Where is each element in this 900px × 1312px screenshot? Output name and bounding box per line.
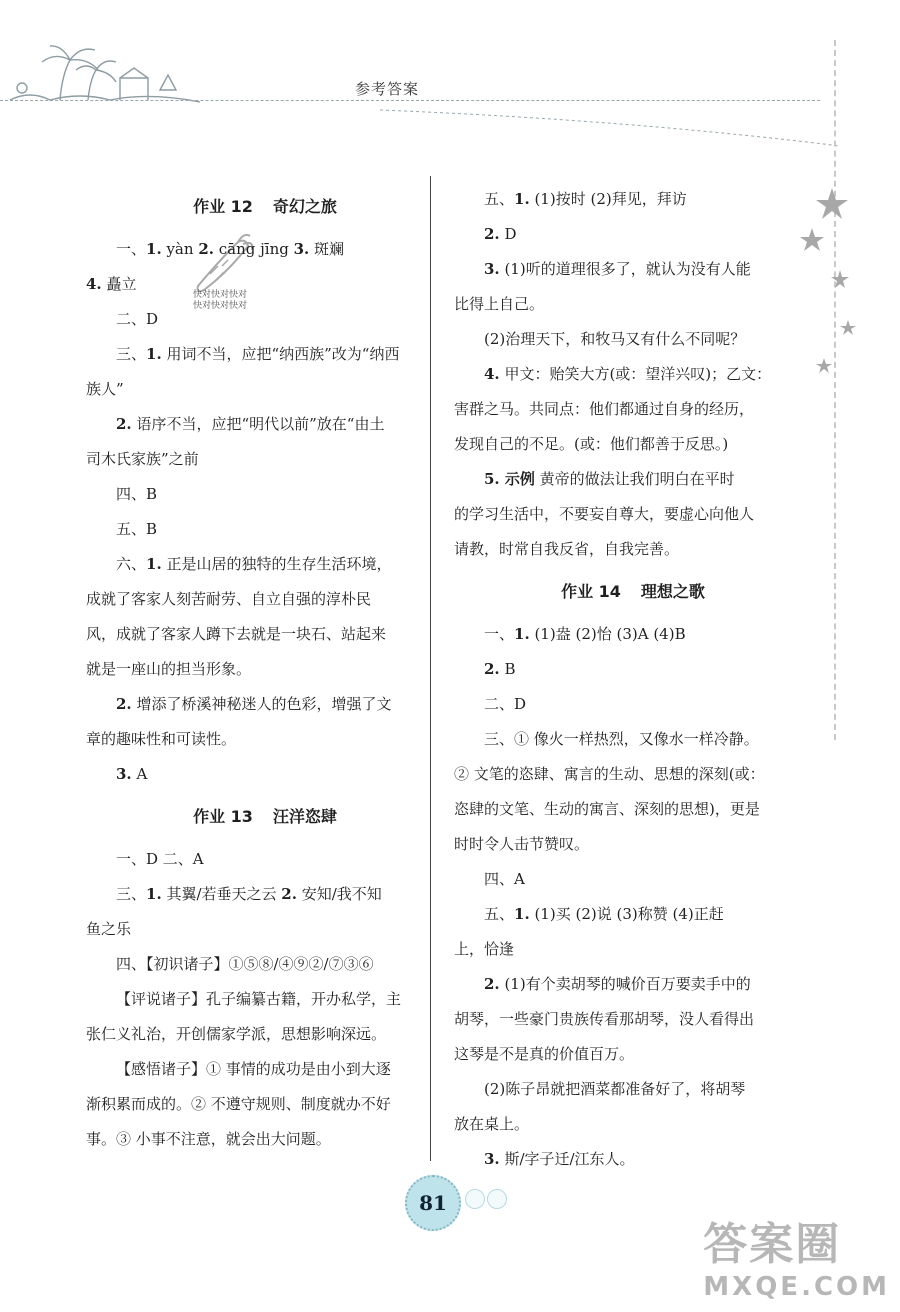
answer-line: 2. 语序不当，应把“明代以前”放在“由土 — [116, 415, 385, 433]
answer-line: 族人” — [86, 380, 124, 398]
section-title — [454, 570, 812, 614]
decorative-circle-icon — [487, 1189, 507, 1209]
section-title — [86, 185, 444, 229]
answer-line: 胡琴，一些豪门贵族传看那胡琴，没人看得出 — [454, 1010, 755, 1028]
watermark — [703, 1208, 890, 1302]
watermark-en: MXQE.COM — [703, 1272, 890, 1302]
star-icon — [840, 320, 856, 335]
answer-line: 2. B — [484, 660, 516, 678]
section-name: 奇幻之旅 — [272, 197, 337, 216]
star-icon — [816, 358, 832, 373]
header-curve-line — [380, 108, 840, 148]
answer-line: 五、B — [116, 520, 158, 538]
section-title — [86, 795, 444, 839]
answer-line: 3. (1)听的道理很多了，就认为没有人能 — [484, 260, 751, 278]
stamp-line: 快对快对快对 — [193, 301, 248, 311]
watermark-cn: 答案圈 — [703, 1219, 842, 1270]
answer-line: 四、A — [484, 870, 525, 888]
answer-line: 发现自己的不足。(或：他们都善于反思。) — [454, 435, 729, 453]
answer-line: 【感悟诸子】① 事情的成功是由小到大逐 — [116, 1060, 391, 1078]
answer-line: 章的趣味性和可读性。 — [86, 730, 237, 748]
right-column — [454, 182, 812, 1177]
answer-line: 2. 增添了桥溪神秘迷人的色彩，增强了文 — [116, 695, 392, 713]
answer-line: 成就了客家人刻苦耐劳、自立自强的淳朴民 — [86, 590, 372, 608]
answer-line: 一、D 二、A — [116, 850, 204, 868]
answer-line: 3. 斯/字子迁/江东人。 — [484, 1150, 635, 1168]
star-icon — [816, 188, 848, 219]
answer-line: (2)治理天下，和牧马又有什么不同呢？ — [484, 330, 746, 348]
answer-line: 上，恰逢 — [454, 940, 515, 958]
answer-line: 【评说诸子】孔子编纂古籍，开办私学，主 — [116, 990, 402, 1008]
answer-line: 2. D — [484, 225, 517, 243]
answer-line: 鱼之乐 — [86, 920, 132, 938]
answer-line: 3. A — [116, 765, 148, 783]
star-icon — [831, 270, 849, 288]
page-number: 81 — [405, 1175, 461, 1231]
answer-line: 请教，时常自我反省，自我完善。 — [454, 540, 680, 558]
answer-line: 放在桌上。 — [454, 1115, 530, 1133]
answer-line: 这琴是不是真的价值百万。 — [454, 1045, 635, 1063]
stamp-line: 快对快对快对 — [193, 290, 248, 300]
answer-line: (2)陈子昂就把酒菜都准备好了，将胡琴 — [484, 1080, 746, 1098]
section-number: 作业 14 — [561, 582, 621, 601]
section-number: 作业 13 — [193, 807, 253, 826]
margin-dashed-line — [834, 40, 836, 740]
answer-line: 事。③ 小事不注意，就会出大问题。 — [86, 1130, 331, 1148]
answer-line: 的学习生活中，不要妄自尊大，要虚心向他人 — [454, 505, 755, 523]
answer-line: 四、B — [116, 485, 158, 503]
answer-line: 风，成就了客家人蹲下去就是一块石、站起来 — [86, 625, 387, 643]
answer-line: 五、1. (1)买 (2)说 (3)称赞 (4)正赶 — [484, 905, 724, 923]
answer-line: 恣肆的文笔、生动的寓言、深刻的思想)，更是 — [454, 800, 760, 818]
answer-line: 一、1. (1)盎 (2)怡 (3)A (4)B — [484, 625, 686, 643]
answer-line: 时时令人击节赞叹。 — [454, 835, 590, 853]
answer-line: 就是一座山的担当形象。 — [86, 660, 252, 678]
left-column — [86, 182, 444, 1157]
answer-line: 渐积累而成的。② 不遵守规则、制度就办不好 — [86, 1095, 391, 1113]
answer-line: 二、D — [484, 695, 527, 713]
header-decoration-icon — [0, 40, 210, 105]
header-title: 参考答案 — [355, 80, 420, 98]
answer-line: 五、1. (1)按时 (2)拜见，拜访 — [484, 190, 687, 208]
answer-line: 三、① 像火一样热烈，又像水一样冷静。 — [484, 730, 759, 748]
answer-line: 2. (1)有个卖胡琴的喊价百万要卖手中的 — [484, 975, 751, 993]
section-name: 理想之歌 — [640, 582, 705, 601]
answer-line: 张仁义礼治，开创儒家学派，思想影响深远。 — [86, 1025, 387, 1043]
answer-line: 三、1. 其翼/若垂天之云 2. 安知/我不知 — [116, 885, 382, 903]
answer-line: 三、1. 用词不当，应把“纳西族”改为“纳西 — [116, 345, 400, 363]
answer-line: 一、1. yàn 2. cāng jīng 3. 斑斓 — [116, 240, 345, 258]
answer-line: 司木氏家族”之前 — [86, 450, 199, 468]
section-name: 汪洋恣肆 — [272, 807, 337, 826]
answer-line: 二、D — [116, 310, 159, 328]
section-number: 作业 12 — [193, 197, 253, 216]
answer-line: 四、【初识诸子】①⑤⑧/④⑨②/⑦③⑥ — [116, 955, 374, 973]
answer-line: 5. 示例 黄帝的做法让我们明白在平时 — [484, 470, 735, 488]
answer-line: 4. 甲文：贻笑大方(或：望洋兴叹)；乙文： — [484, 365, 772, 383]
answer-line: 六、1. 正是山居的独特的生存生活环境， — [116, 555, 392, 573]
answer-line: 4. 矗立 — [86, 275, 137, 293]
answer-line: ② 文笔的恣肆、寓言的生动、思想的深刻(或： — [454, 765, 765, 783]
answer-line: 比得上自己。 — [454, 295, 545, 313]
decorative-circle-icon — [465, 1189, 485, 1209]
header-rule — [0, 100, 820, 101]
answer-line: 害群之马。共同点：他们都通过自身的经历， — [454, 400, 755, 418]
